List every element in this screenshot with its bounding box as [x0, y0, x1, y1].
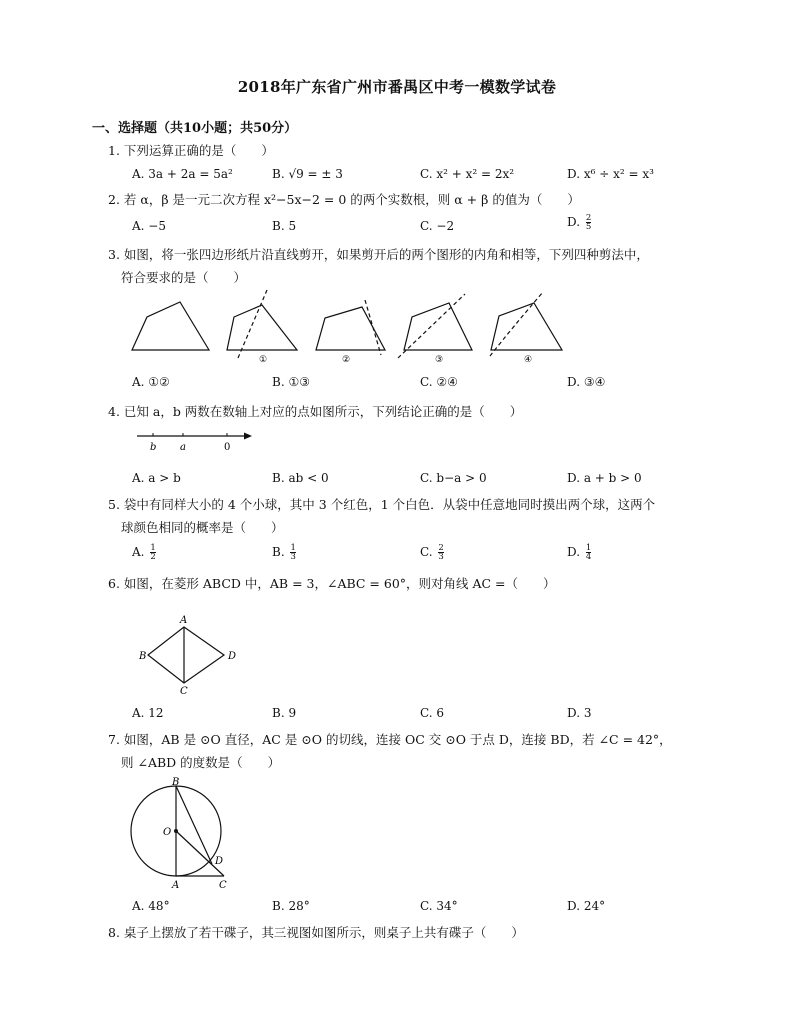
- q1-option-d: D. x⁶ ÷ x² = x³: [567, 167, 654, 181]
- question-5: 5. 袋中有同样大小的 4 个小球，其中 3 个红色，1 个白色．从袋中任意地同时摸出两个球，这两个: [108, 497, 656, 512]
- q1-option-b: B. √9 = ± 3: [272, 167, 343, 181]
- fraction-denominator: 3: [290, 552, 296, 562]
- point-a: A: [172, 880, 180, 891]
- question-5-cont: 球颜色相同的概率是（ ）: [121, 520, 284, 535]
- fig-label-3: ③: [435, 355, 444, 365]
- q2-option-c: C. −2: [420, 219, 455, 233]
- q7-option-a: A. 48°: [132, 899, 170, 913]
- point-o: O: [163, 827, 172, 838]
- fraction-denominator: 5: [585, 222, 592, 232]
- fraction-numerator: 2: [438, 543, 444, 553]
- vertex-b: B: [139, 651, 147, 662]
- fraction-denominator: 2: [150, 552, 156, 562]
- q6-option-b: B. 9: [272, 706, 297, 720]
- fraction-numerator: 1: [150, 543, 156, 553]
- fraction-denominator: 3: [438, 552, 444, 562]
- fraction-denominator: 4: [585, 552, 592, 562]
- fig-label-4: ④: [524, 355, 533, 365]
- q4-option-b: B. ab < 0: [272, 471, 329, 485]
- question-8: 8. 桌子上摆放了若干碟子，其三视图如图所示，则桌子上共有碟子（ ）: [108, 925, 524, 940]
- q3-option-a: A. ①②: [132, 375, 170, 389]
- point-d: D: [215, 856, 224, 867]
- question-6: 6. 如图，在菱形 ABCD 中，AB = 3，∠ABC = 60°，则对角线 AC =（ ）: [108, 576, 556, 591]
- q4-option-a: A. a > b: [132, 471, 181, 485]
- q2-option-b: B. 5: [272, 219, 297, 233]
- exam-title: 2018年广东省广州市番禺区中考一模数学试卷: [237, 78, 557, 96]
- axis-label-a: a: [180, 442, 186, 453]
- question-2: 2. 若 α，β 是一元二次方程 x²−5x−2 = 0 的两个实数根，则 α + β 的值为（ ）: [108, 192, 580, 207]
- q5-option-d-label: D.: [567, 545, 581, 559]
- question-3-cont: 符合要求的是（ ）: [121, 270, 247, 285]
- q6-option-a: A. 12: [132, 706, 164, 720]
- question-7-cont: 则 ∠ABD 的度数是（ ）: [121, 755, 281, 770]
- q2-option-d-label: D.: [567, 215, 581, 229]
- vertex-a: A: [180, 615, 188, 626]
- q7-option-b: B. 28°: [272, 899, 310, 913]
- point-b: B: [172, 777, 180, 788]
- q5-option-b-label: B.: [272, 545, 285, 559]
- q7-option-d: D. 24°: [567, 899, 606, 913]
- q4-option-c: C. b−a > 0: [420, 471, 487, 485]
- center-point: [174, 829, 178, 833]
- fraction-numerator: 1: [290, 543, 296, 553]
- q7-option-c: C. 34°: [420, 899, 458, 913]
- fig-label-2: ②: [342, 355, 351, 365]
- fraction-numerator: 1: [585, 543, 592, 553]
- question-7: 7. 如图，AB 是 ⊙O 直径，AC 是 ⊙O 的切线，连接 OC 交 ⊙O 于点 D，连接 BD，若 ∠C = 42°，: [108, 732, 672, 747]
- question-1: 1. 下列运算正确的是（ ）: [108, 143, 274, 158]
- fig-label-1: ①: [259, 355, 268, 365]
- q3-option-d: D. ③④: [567, 375, 606, 389]
- q1-option-a: A. 3a + 2a = 5a²: [132, 167, 233, 181]
- question-4: 4. 已知 a，b 两数在数轴上对应的点如图所示，下列结论正确的是（ ）: [108, 404, 523, 419]
- question-3: 3. 如图，将一张四边形纸片沿直线剪开，如果剪开后的两个图形的内角和相等，下列四种剪法中，: [108, 247, 649, 262]
- q1-option-c: C. x² + x² = 2x²: [420, 167, 515, 181]
- q6-option-c: C. 6: [420, 706, 445, 720]
- vertex-d: D: [228, 651, 237, 662]
- q3-option-b: B. ①③: [272, 375, 310, 389]
- vertex-c: C: [180, 686, 188, 697]
- section-heading: 一、选择题（共10小题；共50分）: [92, 121, 298, 136]
- q3-option-c: C. ②④: [420, 375, 458, 389]
- point-c: C: [219, 880, 227, 891]
- q4-option-d: D. a + b > 0: [567, 471, 642, 485]
- axis-label-0: 0: [224, 442, 231, 453]
- q6-option-d: D. 3: [567, 706, 592, 720]
- q2-option-a: A. −5: [132, 219, 166, 233]
- fraction-numerator: 2: [585, 213, 592, 223]
- q5-option-a-label: A.: [132, 545, 145, 559]
- q5-option-c-label: C.: [420, 545, 433, 559]
- axis-label-b: b: [150, 442, 157, 453]
